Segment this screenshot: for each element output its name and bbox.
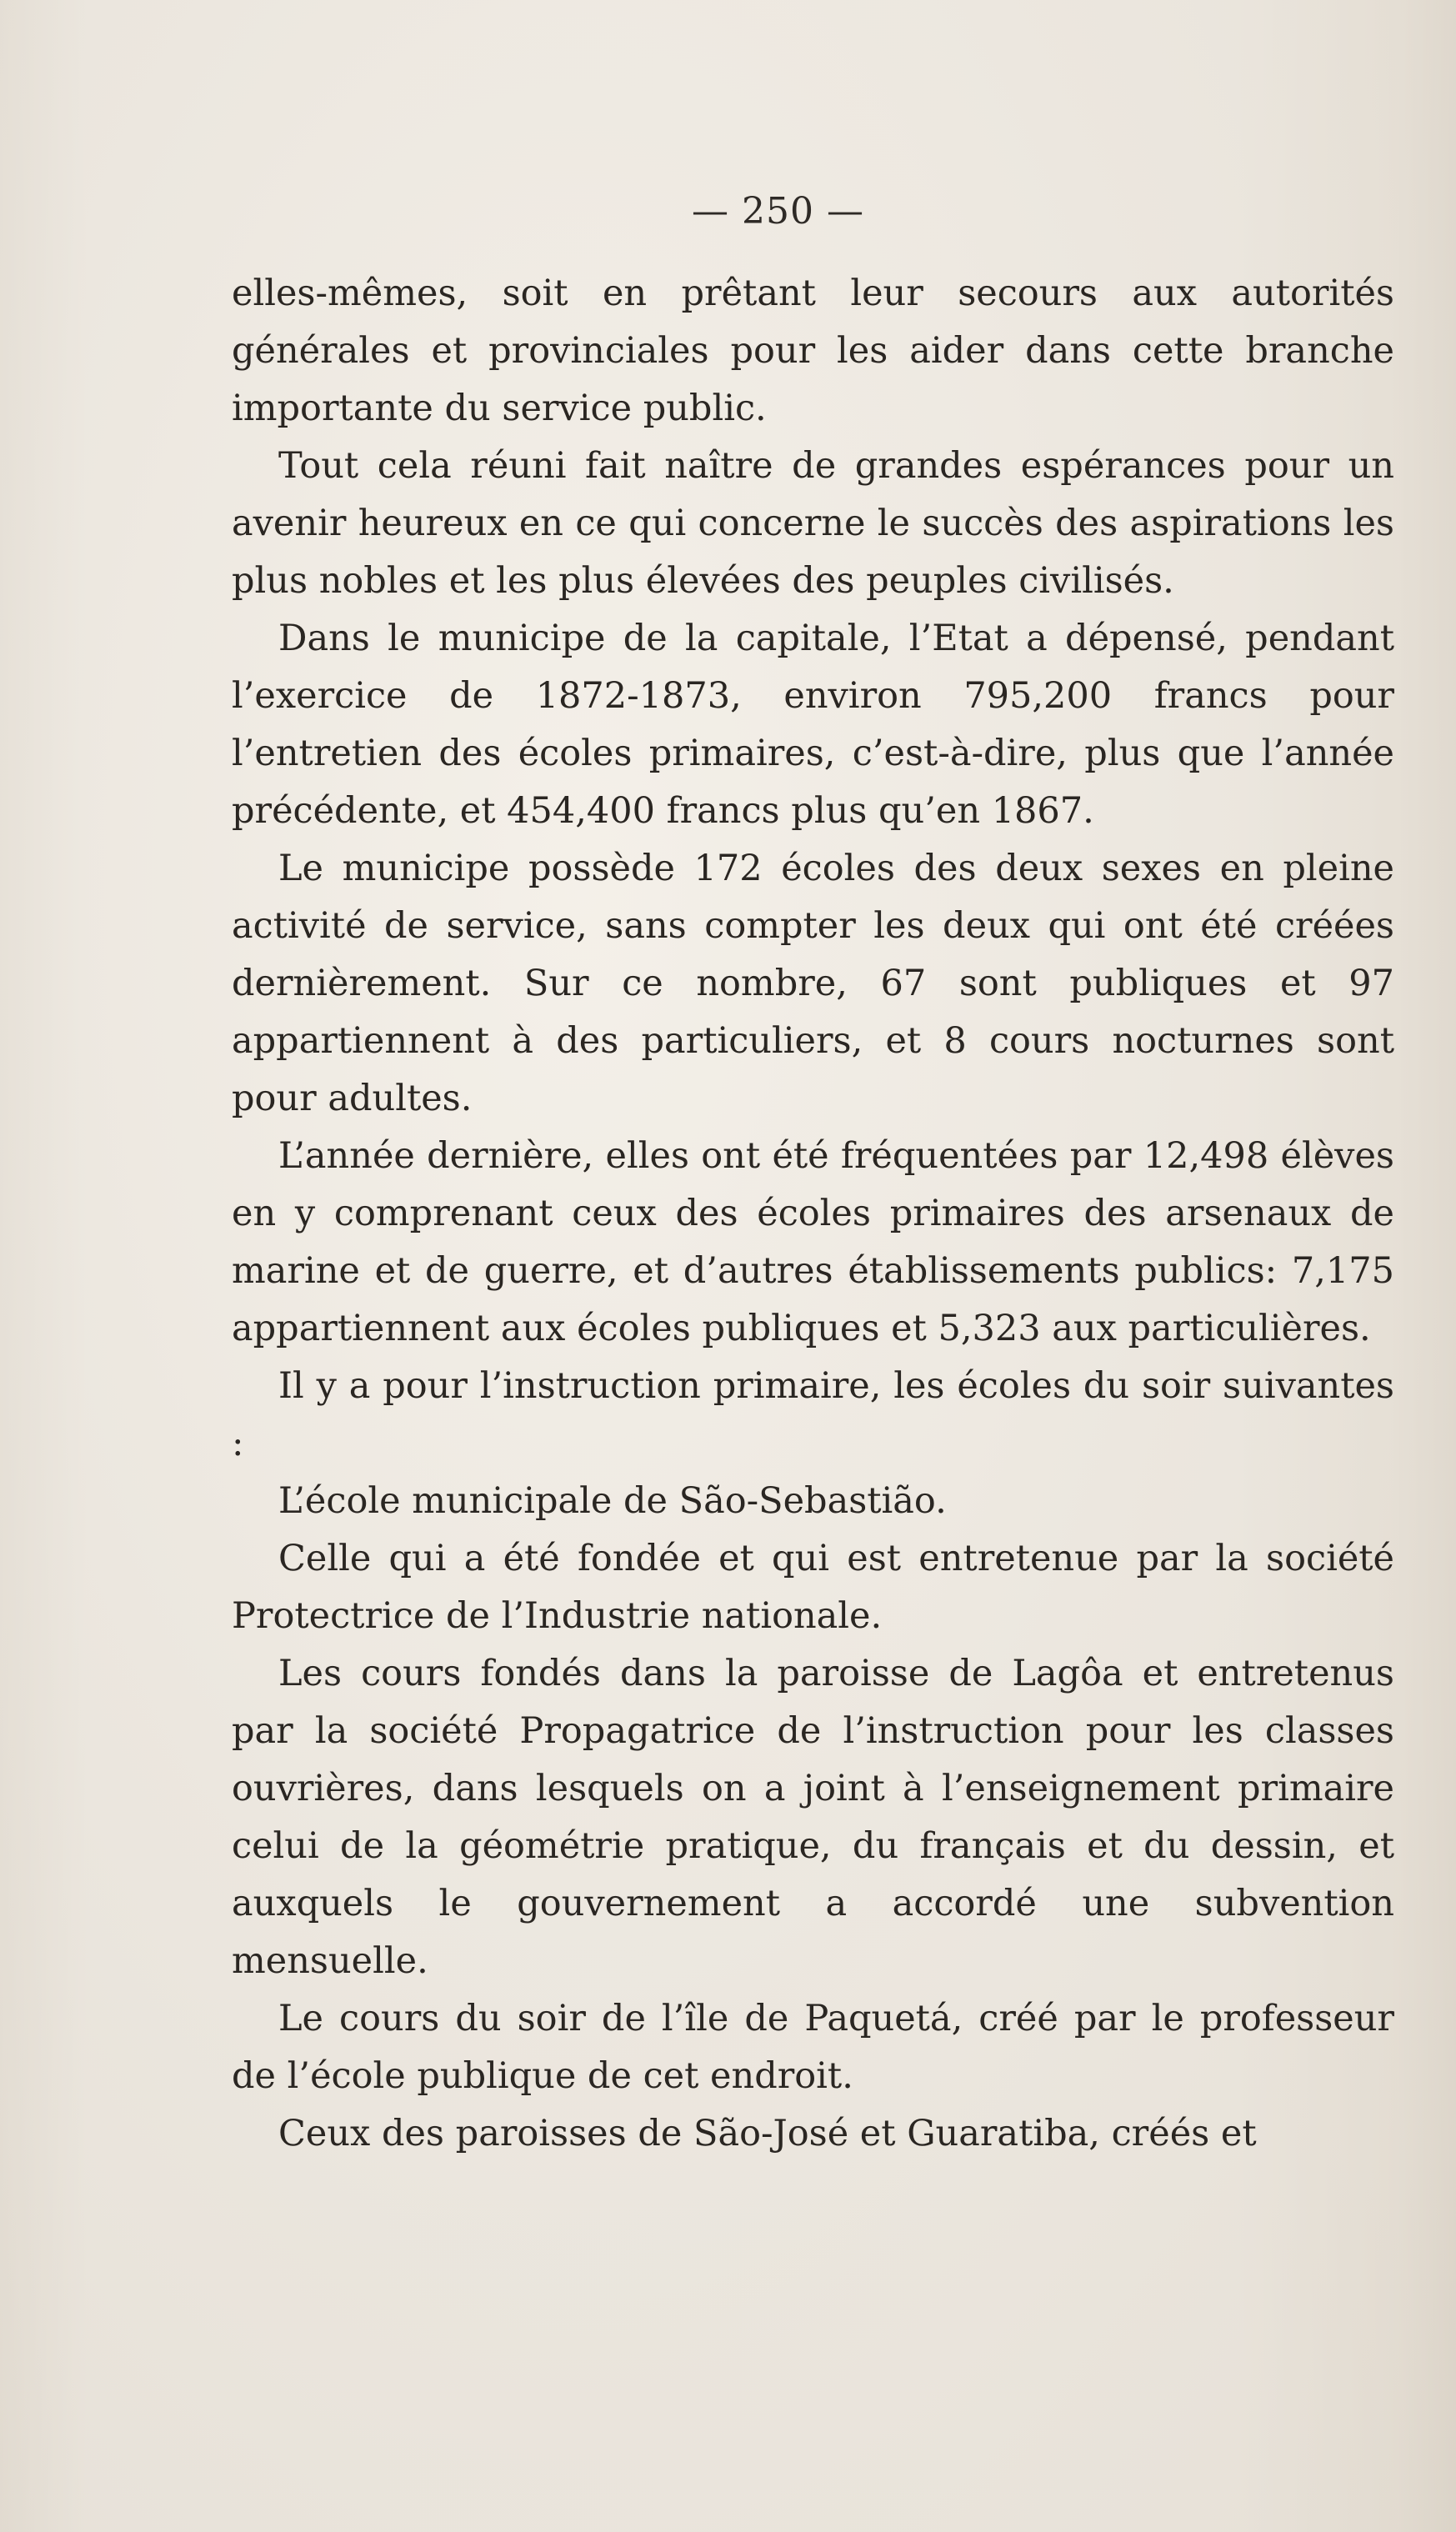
paragraph-6: Il y a pour l’instruction primaire, les écoles du soir suivantes : (232, 1365, 1394, 1464)
body-text (232, 265, 1394, 2163)
paragraph-8: Celle qui a été fondée et qui est entretenue par la société Protectrice de l’Industrie nationale. (232, 1538, 1394, 1637)
paragraph-3: Dans le municipe de la capitale, l’Etat a dépensé, pendant l’exercice de 1872-1873, environ 795,200 francs pour l’entretien des écoles primaires, c’est-à-dire, plus que l’année précédente, et 454,400 francs plus qu’en 1867. (232, 618, 1394, 832)
paragraph-11: Ceux des paroisses de São-José et Guaratiba, créés et (278, 2113, 1257, 2154)
paragraph-7: L’école municipale de São-Sebastião. (278, 1480, 947, 1522)
paragraph-4: Le municipe possède 172 écoles des deux sexes en pleine activité de service, sans compter les deux qui ont été créées dernièrement. Sur ce nombre, 67 sont publiques et 97 appartiennent à des particuliers, et 8 cours nocturnes sont pour adultes. (232, 848, 1394, 1119)
page-number: — 250 — (692, 190, 864, 233)
paragraph-2: Tout cela réuni fait naître de grandes espérances pour un avenir heureux en ce qui concerne le succès des aspirations les plus nobles et les plus élevées des peuples civilisés. (232, 445, 1394, 602)
paragraph-9: Les cours fondés dans la paroisse de Lagôa et entretenus par la société Propagatrice de l’instruction pour les classes ouvrières, dans lesquels on a joint à l’enseignement primaire celui de la géométrie pratique, du français et du dessin, et auxquels le gouvernement a accordé une subvention mensuelle. (232, 1653, 1394, 1982)
paragraph-10: Le cours du soir de l’île de Paquetá, créé par le professeur de l’école publique de cet endroit. (232, 1998, 1394, 2097)
paragraph-5: L’année dernière, elles ont été fréquentées par 12,498 élèves en y comprenant ceux des écoles primaires des arsenaux de marine et de guerre, et d’autres établissements publics: 7,175 appartiennent aux écoles publiques et 5,323 aux particulières. (232, 1135, 1394, 1349)
paragraph-1: elles-mêmes, soit en prêtant leur secours aux autorités générales et provinciales pour les aider dans cette branche importante du service public. (232, 273, 1394, 429)
